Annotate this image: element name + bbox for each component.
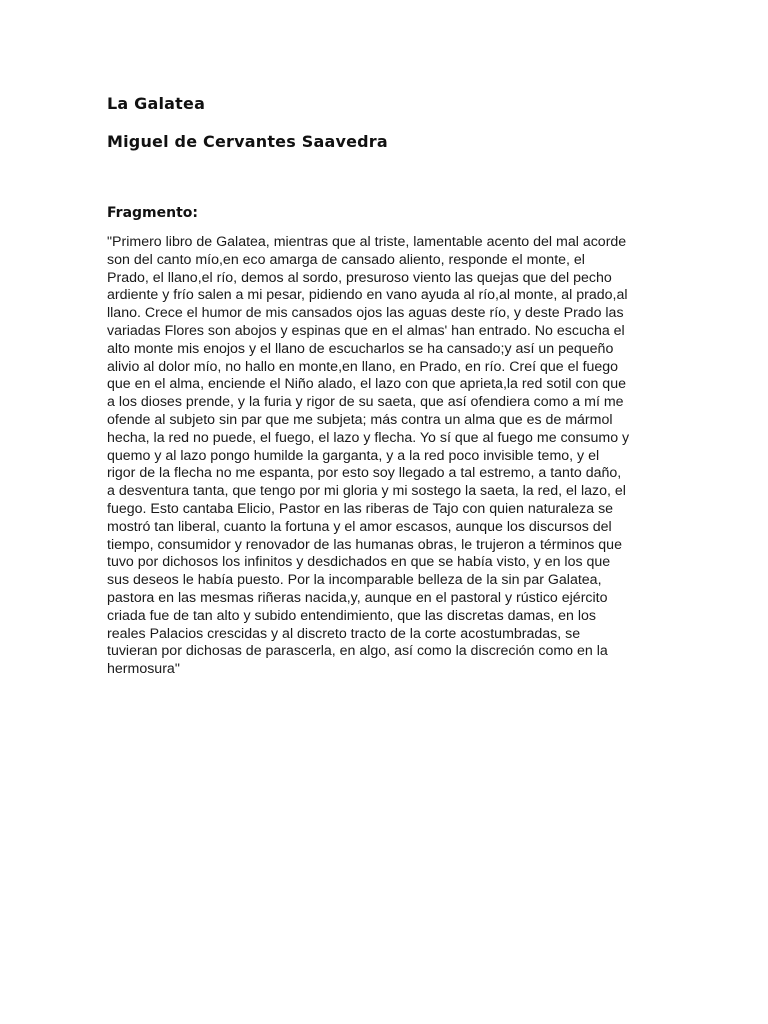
text-line: ofende al subjeto sin par que me subjeta; más contra un alma que es de mármol	[107, 411, 613, 428]
text-line: son del canto mío,en eco amarga de cansado aliento, responde el monte, el	[107, 251, 585, 268]
document-title: La Galatea	[107, 94, 206, 113]
text-line: tuvieran por dichosas de parascerla, en algo, así como la discreción como en la	[107, 643, 608, 660]
text-line: a desventura tanta, que tengo por mi gloria y mi sostego la saeta, la red, el lazo, el	[107, 483, 626, 500]
text-line: alto monte mis enojos y el llano de escucharlos se ha cansado;y así un pequeño	[107, 340, 614, 357]
text-line: sus deseos le había puesto. Por la incomparable belleza de la sin par Galatea,	[107, 572, 602, 589]
text-line: tuvo por dichosos los infinitos y desdichados en que se había visto, y en los que	[107, 554, 611, 571]
text-line: pastora en las mesmas riñeras nacida,y, aunque en el pastoral y rústico ejército	[107, 589, 608, 606]
text-line: variadas Flores son abojos y espinas que en el almas' han entrado. No escucha el	[107, 322, 625, 339]
fragment-text	[107, 234, 667, 679]
text-line: Prado, el llano,el río, demos al sordo, presuroso viento las quejas que del pecho	[107, 269, 612, 286]
text-line: tiempo, consumidor y renovador de las humanas obras, le trujeron a términos que	[107, 536, 622, 553]
text-line: fuego. Esto cantaba Elicio, Pastor en las riberas de Tajo con quien naturaleza se	[107, 500, 614, 517]
text-line: llano. Crece el humor de mis cansados ojos las aguas deste río, y deste Prado las	[107, 305, 624, 322]
text-line: ardiente y frío salen a mi pesar, pidiendo en vano ayuda al río,al monte, al prado,al	[107, 287, 628, 304]
text-line: alivio al dolor mío, no hallo en monte,en llano, en Prado, en río. Creí que el fuego	[107, 358, 619, 375]
text-line: mostró tan liberal, cuanto la fortuna y el amor escasos, aunque los discursos del	[107, 518, 612, 535]
section-label: Fragmento:	[107, 205, 198, 221]
text-line: hermosura"	[107, 661, 180, 678]
text-line: a los dioses prende, y la furia y rigor de su saeta, que así ofendiera como a mí me	[107, 394, 624, 411]
text-line: "Primero libro de Galatea, mientras que al triste, lamentable acento del mal acorde	[107, 234, 627, 250]
text-line: criada fue de tan alto y subido entendimiento, que las discretas damas, en los	[107, 607, 596, 624]
text-line: que en el alma, enciende el Niño alado, el lazo con que aprieta,la red sotil con que	[107, 376, 626, 393]
text-line: rigor de la flecha no me espanta, por esto soy llegado a tal estremo, a tanto daño,	[107, 465, 622, 482]
document-author: Miguel de Cervantes Saavedra	[107, 132, 388, 151]
text-line: hecha, la red no puede, el fuego, el lazo y flecha. Yo sí que al fuego me consumo y	[107, 429, 630, 446]
text-line: quemo y al lazo pongo humilde la garganta, y a la red poco invisible temo, y el	[107, 447, 600, 464]
text-line: reales Palacios crescidas y al discreto tracto de la corte acostumbradas, se	[107, 625, 581, 642]
